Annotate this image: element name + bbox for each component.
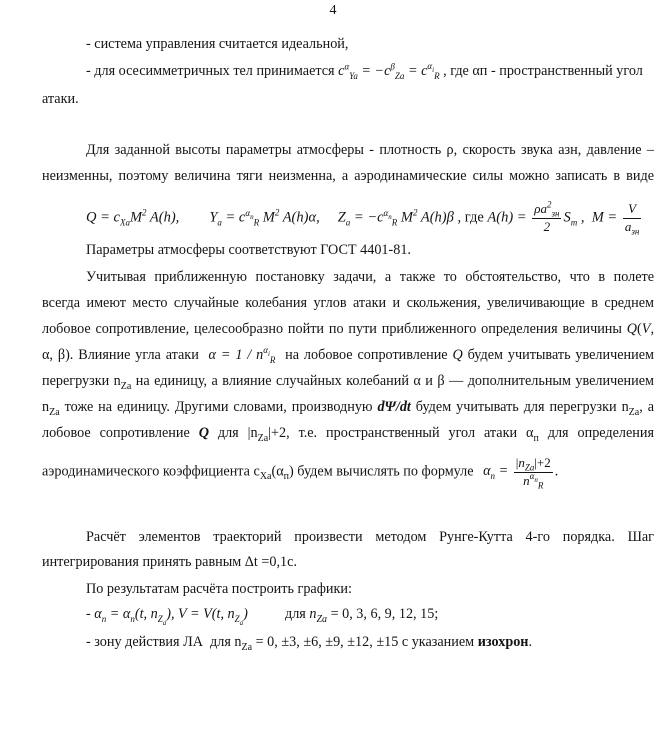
approx-line-2: всегда имеют место случайные колебания углов атаки и скольжения, увеличивающие в среднем xyxy=(42,295,654,311)
forces-formula: $Q = c_{Xa}M^2$ A(h), $Y_a = c^{\alpha_n}_R$ $M^2$ A(h)α, $Z_a = -c^{\alpha_n}_R$ $M^2$ A(h)β , где A(h) = $\frac{\rho a^2_{зн}}{2}$ $S_m$ , M = $\frac{V}{a_{зн}}$ xyxy=(86,199,640,237)
alpha-fraction: $\frac{|n_{Za}|+2}{n^{\alpha_п}_R}$ xyxy=(515,455,551,491)
gost-line: Параметры атмосферы соответствуют ГОСТ 4401-81. xyxy=(86,242,411,258)
approx-line-5: перегрузки $n_{Za}$ на единицу, а влияние случайных колебаний α и β — дополнительным увеличением xyxy=(42,373,654,392)
approx-line-3: лобовое сопротивление, целесообразно пойти по пути приближенного определения величины Q(V, xyxy=(42,321,654,337)
rk-line-1: Расчёт элементов траекторий произвести методом Рунге-Кутта 4-го порядка. Шаг xyxy=(86,529,654,545)
approx-line-1: Учитывая приближенную постановку задачи, а также то обстоятельство, что в полете xyxy=(86,269,654,285)
plots-title: По результатам расчёта построить графики: xyxy=(86,581,352,597)
approx-line-8: аэродинамического коэффициента $c_{Xa}(\alpha_п)$ будем вычислять по формуле $\alpha_п$ = $\frac{|n_{Za}|+2}{n^{\alpha_п}_R}$ . xyxy=(42,455,559,491)
atmos-line-1: Для заданной высоты параметры атмосферы - плотность ρ, скорость звука aзн, давление – xyxy=(86,142,654,158)
isochron-term: изохрон xyxy=(477,634,529,650)
page-number: 4 xyxy=(329,3,337,18)
approx-line-4: α, β). Влияние угла атаки $\alpha = 1 / n^{\alpha_i}_R$ на лобовое сопротивление Q будем учитывать увеличением xyxy=(42,345,654,365)
atmos-line-2: неизменны, поэтому величина тяги неизменна, а аэродинамические силы можно записать в виде xyxy=(42,168,654,184)
plots-item-1: - $\alpha_п = \alpha_п(t$, $n_{Z_a}$), V = V(t, $n_{Z_a}$) для $n_{Za} = 0$, 3, 6, 9, 12, 15; xyxy=(86,606,439,627)
plots-item-2: - зону действия ЛА для $n_{Za} = 0$, ±3, ±6, ±9, ±12, ±15 с указанием изохрон. xyxy=(86,634,533,653)
axisym-formula: $c^\alpha_{Ya} = -c^\beta_{Za} = c^{\alpha_i}_R$ xyxy=(338,61,440,81)
approx-line-6: $n_{Za}$ тоже на единицу. Другими словами, производную dΨ/dt будем учитывать для перегрузки $n_{Za}$, а xyxy=(42,399,654,418)
rk-line-2: интегрирования принять равным Δt =0,1c. xyxy=(42,554,297,570)
item-control-ideal: - система управления считается идеальной, xyxy=(86,36,349,52)
approx-line-7: лобовое сопротивление Q для $|n_{Za}|+2$, т.е. пространственный угол атаки $\alpha_п$ для определения xyxy=(42,425,654,444)
item-axisymmetric: - для осесимметричных тел принимается $c^\alpha_{Ya} = -c^\beta_{Za} = c^{\alpha_i}_R$ , где αп - пространственный угол xyxy=(86,61,643,81)
axisym-suffix: , где αп - пространственный угол xyxy=(443,63,643,79)
mach-fraction: $\frac{V}{a_{зн}}$ xyxy=(624,201,640,237)
axisym-continuation: атаки. xyxy=(42,91,79,107)
density-fraction: $\frac{\rho a^2_{зн}}{2}$ xyxy=(534,199,560,234)
